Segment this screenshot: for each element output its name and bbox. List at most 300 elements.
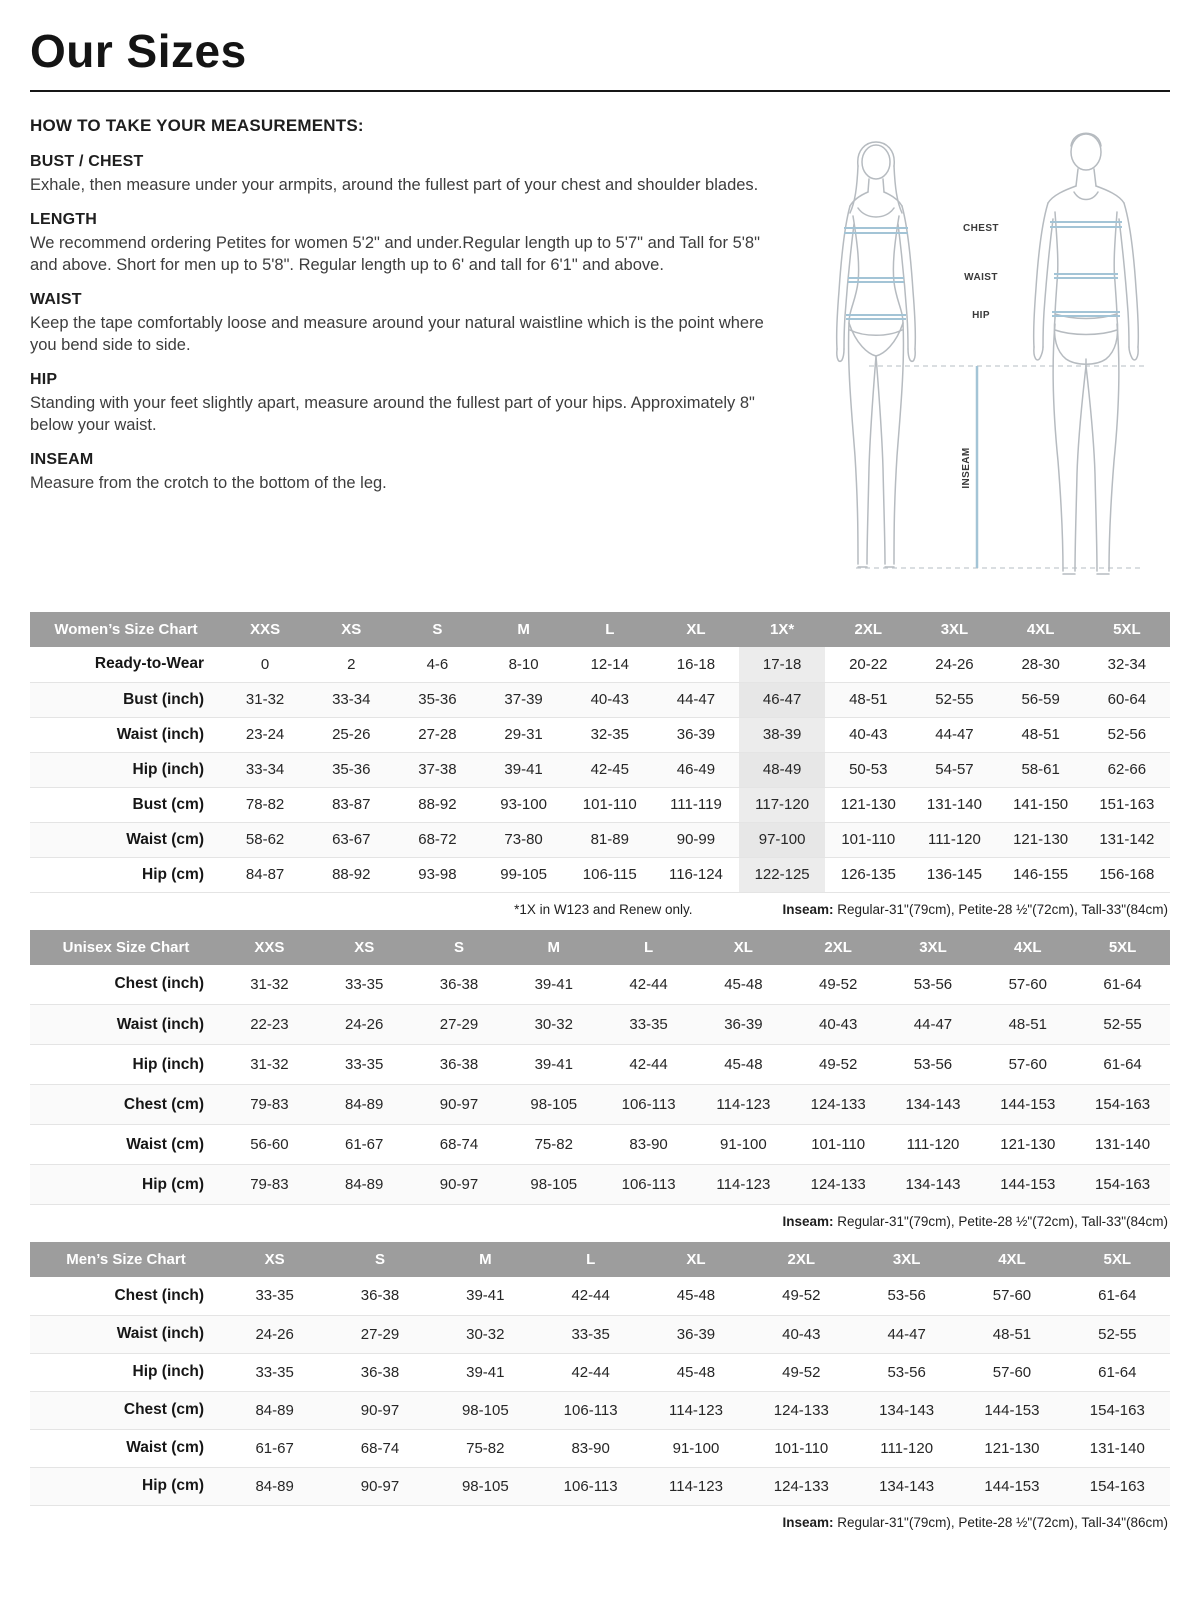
column-header-4xl: 4XL <box>959 1242 1064 1277</box>
row-label-waist-inch: Waist (inch) <box>116 725 204 743</box>
cell: 36-38 <box>439 975 479 993</box>
cell: 2 <box>347 655 356 673</box>
column-header-3xl: 3XL <box>911 612 997 647</box>
footnote-label: Inseam: <box>782 1214 834 1229</box>
cell: 81-89 <box>590 831 629 848</box>
cell: 61-67 <box>255 1439 294 1457</box>
cell: 131-140 <box>926 796 982 813</box>
cell: 45-48 <box>676 1287 716 1305</box>
cell: 24-26 <box>935 655 974 673</box>
cell: 48-51 <box>849 691 888 708</box>
column-header-s: S <box>412 930 507 965</box>
cell: 90-97 <box>360 1477 400 1495</box>
row-label-chest-inch: Chest (inch) <box>114 1286 204 1304</box>
cell: 42-44 <box>571 1363 610 1381</box>
cell: 33-35 <box>255 1287 294 1305</box>
cell: 91-100 <box>720 1136 767 1153</box>
cell: 23-24 <box>245 726 285 743</box>
womens-size-chart-table <box>30 612 1170 893</box>
instruction-body: We recommend ordering Petites for women 5'2" and under.Regular length up to 5'7" and Tall for 5'8" and above. Short for men up to 5'8". Regular length up to 6' and tall for 6'1" and above. <box>30 234 760 274</box>
cell: 53-56 <box>887 1363 926 1381</box>
cell: 30-32 <box>534 1016 573 1033</box>
column-header-xxs: XXS <box>222 612 308 647</box>
cell: 136-145 <box>926 866 982 883</box>
cell: 57-60 <box>992 1363 1032 1381</box>
cell: 48-51 <box>992 1325 1032 1343</box>
row-label-chest-inch: Chest (inch) <box>114 975 204 993</box>
cell: 60-64 <box>1107 691 1147 708</box>
cell: 36-39 <box>676 1325 716 1343</box>
cell: 84-89 <box>345 1096 384 1113</box>
cell: 46-49 <box>676 761 716 778</box>
cell: 35-36 <box>332 761 371 778</box>
cell: 33-35 <box>255 1363 294 1381</box>
cell: 57-60 <box>1008 1056 1047 1073</box>
cell: 44-47 <box>913 1016 953 1033</box>
page-title: Our Sizes <box>30 25 247 77</box>
instruction-title: INSEAM <box>30 451 94 469</box>
cell: 63-67 <box>332 831 371 848</box>
instruction-body: Keep the tape comfortably loose and measure around your natural waistline which is the point where you bend side to side. <box>30 314 764 354</box>
column-header-xs: XS <box>308 612 394 647</box>
cell: 84-89 <box>255 1477 294 1495</box>
man-figure <box>1034 133 1139 574</box>
cell: 151-163 <box>1099 796 1155 813</box>
cell: 36-39 <box>676 726 716 743</box>
column-header-5xl: 5XL <box>1084 612 1170 647</box>
cell: 111-120 <box>880 1439 934 1457</box>
column-header-xxs: XXS <box>222 930 317 965</box>
cell: 106-115 <box>582 866 637 883</box>
table-row-hip-cm <box>30 1467 1170 1505</box>
cell: 61-67 <box>345 1136 384 1153</box>
cell: 56-60 <box>250 1136 289 1153</box>
cell: 39-41 <box>534 1056 573 1073</box>
row-label-bust-cm: Bust (cm) <box>132 795 204 813</box>
inseam-label: INSEAM <box>961 447 972 489</box>
measurement-guide <box>30 116 1170 598</box>
table-header-row <box>30 1242 1170 1277</box>
cell: 88-92 <box>332 866 371 883</box>
table-row-bust-cm <box>30 787 1170 822</box>
cell: 37-38 <box>418 761 457 778</box>
cell: 45-48 <box>724 1056 763 1073</box>
row-label-waist-cm: Waist (cm) <box>126 1439 204 1456</box>
row-label-waist-cm: Waist (cm) <box>126 830 204 848</box>
cell: 126-135 <box>840 866 896 883</box>
cell: 75-82 <box>466 1439 505 1457</box>
cell: 61-64 <box>1098 1287 1137 1305</box>
cell: 131-142 <box>1099 831 1155 848</box>
cell: 36-38 <box>360 1363 400 1381</box>
cell: 88-92 <box>418 796 457 813</box>
cell: 49-52 <box>782 1287 821 1305</box>
cell: 83-87 <box>332 796 371 813</box>
cell: 31-32 <box>250 1056 289 1073</box>
cell: 101-110 <box>582 796 637 813</box>
womens-footnotes <box>30 893 1170 917</box>
cell: 53-56 <box>913 975 953 993</box>
cell: 39-41 <box>504 761 543 778</box>
cell: 58-61 <box>1021 761 1060 778</box>
cell: 61-64 <box>1103 975 1142 993</box>
column-header-4xl: 4XL <box>998 612 1084 647</box>
instructions-heading: HOW TO TAKE YOUR MEASUREMENTS: <box>30 116 364 135</box>
womens-table-title: Women’s Size Chart <box>30 612 222 647</box>
instruction-length <box>30 211 772 276</box>
column-header-2xl: 2XL <box>749 1242 854 1277</box>
cell: 33-34 <box>332 691 371 708</box>
cell: 32-35 <box>590 726 629 743</box>
cell: 45-48 <box>676 1363 716 1381</box>
cell: 98-105 <box>530 1176 578 1193</box>
cell: 122-125 <box>739 857 825 892</box>
cell: 54-57 <box>935 761 974 778</box>
cell: 90-97 <box>439 1176 479 1193</box>
footnote: Inseam: Regular-31"(79cm), Petite-28 ½"(72cm), Tall-33"(84cm) <box>782 1214 1168 1229</box>
cell: 90-97 <box>360 1401 400 1419</box>
cell: 30-32 <box>466 1325 505 1343</box>
cell: 68-72 <box>418 831 457 848</box>
table-row-waist-inch <box>30 1005 1170 1045</box>
table-row-chest-cm <box>30 1391 1170 1429</box>
column-header-m: M <box>506 930 601 965</box>
cell: 0 <box>260 655 270 673</box>
cell: 141-150 <box>1013 796 1069 813</box>
cell: 114-123 <box>716 1176 771 1193</box>
cell: 121-130 <box>1000 1136 1056 1153</box>
table-header-row <box>30 612 1170 647</box>
cell: 144-153 <box>984 1401 1040 1419</box>
table-row-waist-cm <box>30 822 1170 857</box>
cell: 24-26 <box>255 1325 294 1343</box>
instruction-inseam <box>30 451 772 494</box>
cell: 33-34 <box>245 761 285 778</box>
cell: 61-64 <box>1098 1363 1137 1381</box>
cell: 121-130 <box>984 1439 1040 1457</box>
cell: 39-41 <box>534 975 573 993</box>
cell: 78-82 <box>245 796 285 813</box>
table-row-hip-inch <box>30 1045 1170 1085</box>
cell: 57-60 <box>1008 975 1047 993</box>
column-header-l: L <box>538 1242 643 1277</box>
inseam-guide-dashes <box>856 366 1144 568</box>
cell: 134-143 <box>879 1477 935 1495</box>
cell: 42-44 <box>571 1287 610 1305</box>
cell: 31-32 <box>250 975 289 993</box>
cell: 32-34 <box>1107 655 1147 673</box>
cell: 24-26 <box>345 1016 384 1033</box>
cell: 44-47 <box>935 726 974 743</box>
cell: 106-113 <box>621 1176 676 1193</box>
cell: 98-105 <box>461 1401 509 1419</box>
cell: 93-98 <box>418 866 457 883</box>
title-divider <box>30 90 1170 92</box>
cell: 42-44 <box>629 975 668 993</box>
cell: 62-66 <box>1107 761 1147 778</box>
cell: 22-23 <box>250 1016 289 1033</box>
cell: 52-55 <box>935 691 974 708</box>
cell: 31-32 <box>245 691 285 708</box>
cell: 121-130 <box>840 796 896 813</box>
cell: 40-43 <box>590 691 629 708</box>
instruction-title: WAIST <box>30 291 82 309</box>
instruction-title: LENGTH <box>30 211 97 229</box>
cell: 154-163 <box>1095 1096 1151 1113</box>
cell: 83-90 <box>571 1439 610 1457</box>
cell: 29-31 <box>504 726 543 743</box>
cell: 12-14 <box>590 655 629 673</box>
cell: 124-133 <box>773 1477 829 1495</box>
column-header-l: L <box>567 612 653 647</box>
cell: 40-43 <box>782 1325 821 1343</box>
row-label-hip-cm: Hip (cm) <box>142 1477 204 1494</box>
cell: 83-90 <box>629 1136 668 1153</box>
cell: 42-45 <box>590 761 629 778</box>
instruction-body: Standing with your feet slightly apart, measure around the fullest part of your hips. Approximately 8" below your waist. <box>30 394 755 434</box>
cell: 99-105 <box>500 866 547 883</box>
footnote-label: Inseam: <box>782 1514 834 1530</box>
cell: 49-52 <box>818 1056 858 1073</box>
column-header-l: L <box>601 930 696 965</box>
waist-label: WAIST <box>964 272 998 283</box>
measurement-figure <box>790 116 1170 598</box>
cell: 79-83 <box>250 1176 289 1193</box>
cell: 84-89 <box>255 1401 294 1419</box>
table-row-bust-inch <box>30 682 1170 717</box>
cell: 146-155 <box>1013 866 1069 883</box>
cell: 98-105 <box>461 1477 509 1495</box>
row-label-ready-to-wear: Ready-to-Wear <box>94 655 204 673</box>
cell: 36-38 <box>360 1287 400 1305</box>
cell: 25-26 <box>332 726 371 743</box>
row-label-hip-inch: Hip (inch) <box>132 1055 204 1073</box>
cell: 91-100 <box>672 1439 720 1457</box>
cell: 144-153 <box>984 1477 1040 1495</box>
cell: 144-153 <box>1000 1096 1056 1113</box>
row-label-hip-inch: Hip (inch) <box>132 760 204 778</box>
cell: 40-43 <box>818 1016 858 1033</box>
cell: 98-105 <box>530 1096 578 1113</box>
column-header-4xl: 4XL <box>980 930 1075 965</box>
row-label-hip-cm: Hip (cm) <box>142 865 204 883</box>
cell: 37-39 <box>504 691 543 708</box>
cell: 134-143 <box>905 1176 961 1193</box>
cell: 131-140 <box>1095 1136 1151 1153</box>
cell: 44-47 <box>676 691 716 708</box>
cell: 52-55 <box>1103 1016 1142 1033</box>
cell: 134-143 <box>905 1096 961 1113</box>
cell: 131-140 <box>1089 1439 1145 1457</box>
unisex-footnotes <box>30 1205 1170 1229</box>
cell: 36-39 <box>724 1016 763 1033</box>
cell: 61-64 <box>1103 1056 1142 1073</box>
cell: 93-100 <box>500 796 547 813</box>
cell: 27-28 <box>418 726 457 743</box>
column-header-xl: XL <box>696 930 791 965</box>
cell: 39-41 <box>466 1363 505 1381</box>
table-row-chest-inch <box>30 1277 1170 1315</box>
cell: 39-41 <box>466 1287 505 1305</box>
cell: 44-47 <box>887 1325 926 1343</box>
cell: 48-51 <box>1021 726 1060 743</box>
column-header-5xl: 5XL <box>1075 930 1170 965</box>
footnote-label: Inseam: <box>782 901 834 917</box>
cell: 33-35 <box>571 1325 610 1343</box>
cell: 154-163 <box>1089 1401 1145 1419</box>
cell: 101-110 <box>774 1439 829 1457</box>
cell: 111-120 <box>906 1136 960 1153</box>
cell: 48-51 <box>1008 1016 1047 1033</box>
table-row-ready-to-wear <box>30 647 1170 682</box>
column-header-m: M <box>433 1242 538 1277</box>
cell: 52-55 <box>1098 1325 1137 1343</box>
cell: 101-110 <box>811 1136 866 1153</box>
cell: 58-62 <box>245 831 285 848</box>
measurement-instructions <box>30 116 772 598</box>
row-label-waist-inch: Waist (inch) <box>116 1015 204 1033</box>
column-header-m: M <box>481 612 567 647</box>
cell: 111-119 <box>670 796 722 813</box>
cell: 50-53 <box>849 761 888 778</box>
cell: 36-38 <box>439 1056 479 1073</box>
table-header-row <box>30 930 1170 965</box>
cell: 35-36 <box>418 691 457 708</box>
cell: 106-113 <box>563 1401 618 1419</box>
cell: 75-82 <box>534 1136 573 1153</box>
cell: 90-97 <box>439 1096 479 1113</box>
cell: 27-29 <box>360 1325 400 1343</box>
cell: 46-47 <box>739 682 825 717</box>
cell: 124-133 <box>810 1096 866 1113</box>
row-label-waist-cm: Waist (cm) <box>126 1135 204 1153</box>
row-label-bust-inch: Bust (inch) <box>123 690 204 708</box>
cell: 84-89 <box>345 1176 384 1193</box>
cell: 57-60 <box>992 1287 1032 1305</box>
cell: 84-87 <box>245 866 285 883</box>
cell: 20-22 <box>849 655 888 673</box>
unisex-size-chart-table <box>30 930 1170 1206</box>
cell: 154-163 <box>1095 1176 1151 1193</box>
cell: 124-133 <box>810 1176 866 1193</box>
cell: 40-43 <box>849 726 888 743</box>
cell: 121-130 <box>1013 831 1069 848</box>
cell: 49-52 <box>782 1363 821 1381</box>
table-row-waist-inch <box>30 1315 1170 1353</box>
instruction-bust-chest <box>30 153 772 196</box>
mens-size-chart-table <box>30 1242 1170 1506</box>
cell: 97-100 <box>739 822 825 857</box>
cell: 49-52 <box>818 975 858 993</box>
column-header-s: S <box>394 612 480 647</box>
cell: 114-123 <box>669 1401 723 1419</box>
cell: 53-56 <box>913 1056 953 1073</box>
column-header-xl: XL <box>643 1242 748 1277</box>
column-header-2xl: 2XL <box>825 612 911 647</box>
row-label-hip-cm: Hip (cm) <box>142 1175 204 1193</box>
column-header-1x: 1X* <box>739 612 825 647</box>
instruction-body: Exhale, then measure under your armpits, around the fullest part of your chest and shoulder blades. <box>30 176 759 194</box>
cell: 17-18 <box>739 647 825 682</box>
table-row-hip-cm <box>30 857 1170 892</box>
column-header-s: S <box>327 1242 432 1277</box>
size-charts <box>30 612 1170 1530</box>
cell: 124-133 <box>773 1401 829 1419</box>
column-header-2xl: 2XL <box>791 930 886 965</box>
cell: 79-83 <box>250 1096 289 1113</box>
row-label-hip-inch: Hip (inch) <box>132 1363 204 1380</box>
cell: 53-56 <box>887 1287 926 1305</box>
instruction-hip <box>30 371 772 436</box>
body-measurement-illustration <box>794 116 1166 584</box>
cell: 114-123 <box>669 1477 723 1495</box>
cell: 4-6 <box>426 655 449 673</box>
page-header <box>30 24 1170 92</box>
cell: 28-30 <box>1021 655 1060 673</box>
column-header-xl: XL <box>653 612 739 647</box>
instruction-title: HIP <box>30 371 58 389</box>
table-row-hip-cm <box>30 1165 1170 1205</box>
footnote: *1X in W123 and Renew only. <box>514 901 693 917</box>
row-label-chest-cm: Chest (cm) <box>123 1095 204 1113</box>
cell: 68-74 <box>360 1439 400 1457</box>
column-header-xs: XS <box>317 930 412 965</box>
table-row-hip-inch <box>30 1353 1170 1391</box>
mens-footnotes <box>30 1506 1170 1530</box>
instruction-waist <box>30 291 772 356</box>
woman-figure <box>837 142 916 567</box>
cell: 156-168 <box>1099 866 1155 883</box>
cell: 90-99 <box>676 831 716 848</box>
cell: 27-29 <box>439 1016 479 1033</box>
table-row-hip-inch <box>30 752 1170 787</box>
cell: 114-123 <box>716 1096 771 1113</box>
cell: 16-18 <box>676 655 716 673</box>
womens-size-chart-section <box>30 612 1170 917</box>
instruction-title: BUST / CHEST <box>30 153 144 170</box>
cell: 101-110 <box>841 831 896 848</box>
cell: 106-113 <box>621 1096 676 1113</box>
cell: 45-48 <box>724 975 763 993</box>
row-label-waist-inch: Waist (inch) <box>116 1325 204 1342</box>
hip-label: HIP <box>972 310 990 321</box>
cell: 48-49 <box>739 752 825 787</box>
table-row-chest-inch <box>30 965 1170 1005</box>
mens-table-title: Men’s Size Chart <box>30 1242 222 1277</box>
column-header-xs: XS <box>222 1242 327 1277</box>
table-row-waist-cm <box>30 1125 1170 1165</box>
instruction-body: Measure from the crotch to the bottom of the leg. <box>30 474 387 493</box>
cell: 38-39 <box>739 717 825 752</box>
cell: 117-120 <box>739 787 825 822</box>
cell: 56-59 <box>1021 691 1060 708</box>
footnote: Inseam: Regular-31"(79cm), Petite-28 ½"(72cm), Tall-34"(86cm) <box>782 1514 1168 1530</box>
cell: 8-10 <box>508 655 539 673</box>
cell: 134-143 <box>879 1401 935 1419</box>
table-row-waist-cm <box>30 1429 1170 1467</box>
column-header-3xl: 3XL <box>854 1242 959 1277</box>
cell: 111-120 <box>928 831 981 848</box>
unisex-table-title: Unisex Size Chart <box>30 930 222 965</box>
row-label-chest-cm: Chest (cm) <box>123 1401 204 1418</box>
cell: 154-163 <box>1089 1477 1145 1495</box>
table-row-chest-cm <box>30 1085 1170 1125</box>
cell: 33-35 <box>629 1016 668 1033</box>
column-header-3xl: 3XL <box>886 930 981 965</box>
footnote: Inseam: Regular-31"(79cm), Petite-28 ½"(72cm), Tall-33"(84cm) <box>782 901 1168 917</box>
cell: 68-74 <box>439 1136 479 1153</box>
cell: 106-113 <box>563 1477 618 1495</box>
